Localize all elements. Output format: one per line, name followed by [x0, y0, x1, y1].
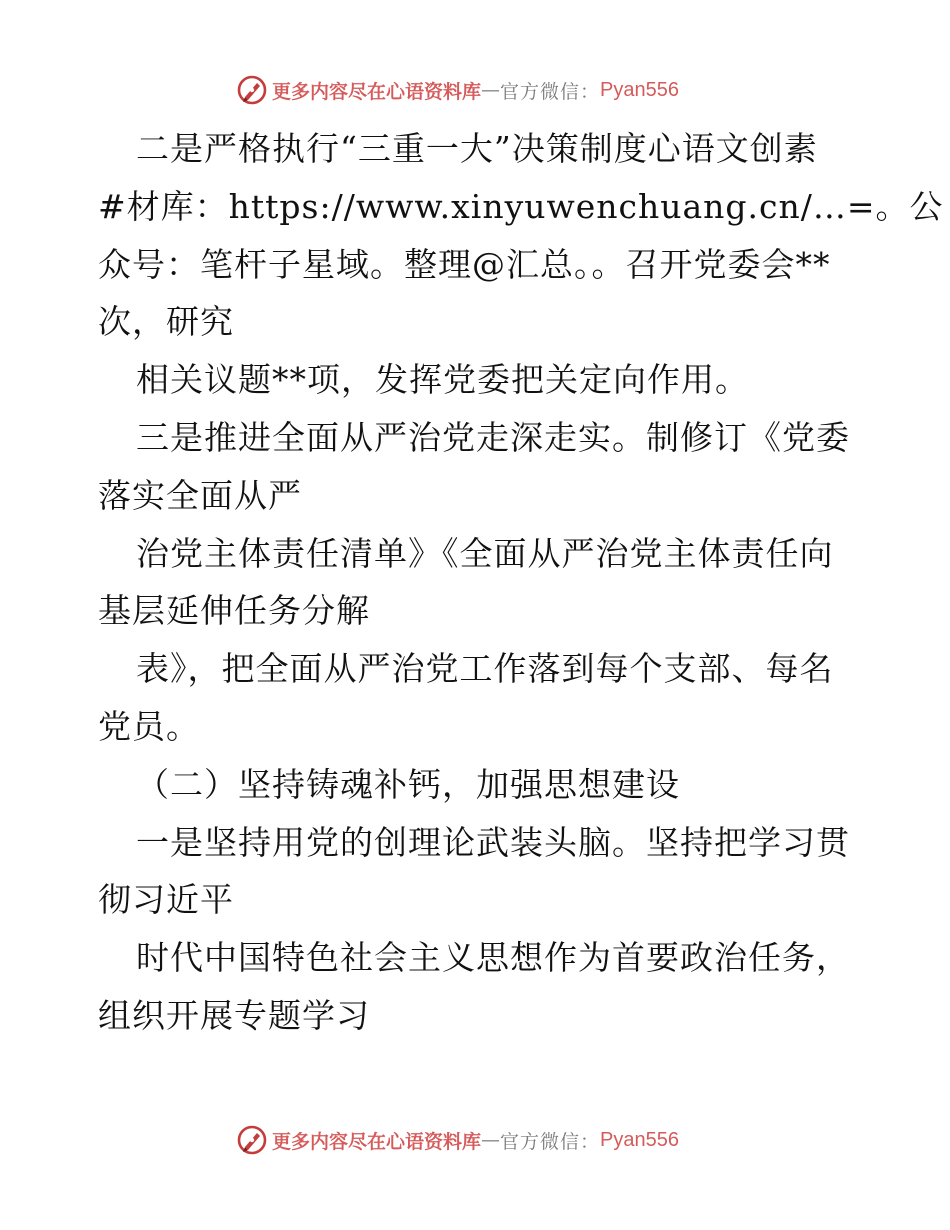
text-line: 三是推进全面从严治党走深走实。制修订《党委 [136, 417, 850, 457]
text-line: #材库：https://www.xinyuwenchuang.cn/…=。公 [98, 186, 944, 226]
text-line: 落实全面从严 [98, 475, 302, 515]
banner-separator: — [481, 1129, 501, 1151]
text-line: 彻习近平 [98, 880, 234, 920]
header-banner [236, 73, 756, 107]
text-line: 治党主体责任清单》《全面从严治党主体责任向 [136, 533, 834, 573]
text-line: 组织开展专题学习 [98, 995, 370, 1035]
banner-separator: — [481, 79, 501, 101]
text-line: 相关议题**项，发挥党委把关定向作用。 [136, 360, 749, 400]
text-line: 一是坚持用党的创理论武装头脑。坚持把学习贯 [136, 822, 850, 862]
text-line: 党员。 [98, 706, 200, 746]
pen-logo-icon [236, 1124, 268, 1156]
text-line: 时代中国特色社会主义思想作为首要政治任务， [136, 938, 850, 978]
text-line: 次，研究 [98, 302, 234, 342]
document-body [98, 120, 944, 1045]
banner-main-text: 更多内容尽在心语资料库 [272, 80, 482, 103]
text-line: 众号：笔杆子星域。整理@汇总。。召开党委会** [98, 244, 831, 284]
text-line: 二是严格执行“三重一大”决策制度心语文创素 [136, 129, 818, 168]
text-line: 表》，把全面从严治党工作落到每个支部、每名 [136, 649, 834, 689]
banner-main-text: 更多内容尽在心语资料库 [272, 1130, 482, 1153]
banner-wechat-id: Pyan556 [600, 78, 679, 101]
banner-wechat-id: Pyan556 [600, 1128, 679, 1151]
text-line: 基层延伸任务分解 [98, 591, 370, 631]
section-heading: （二）坚持铸魂补钙，加强思想建设 [136, 764, 680, 804]
pen-logo-icon [236, 74, 268, 106]
banner-wechat-label: 官方微信： [500, 80, 601, 103]
footer-banner [236, 1123, 756, 1157]
banner-wechat-label: 官方微信： [500, 1130, 601, 1153]
